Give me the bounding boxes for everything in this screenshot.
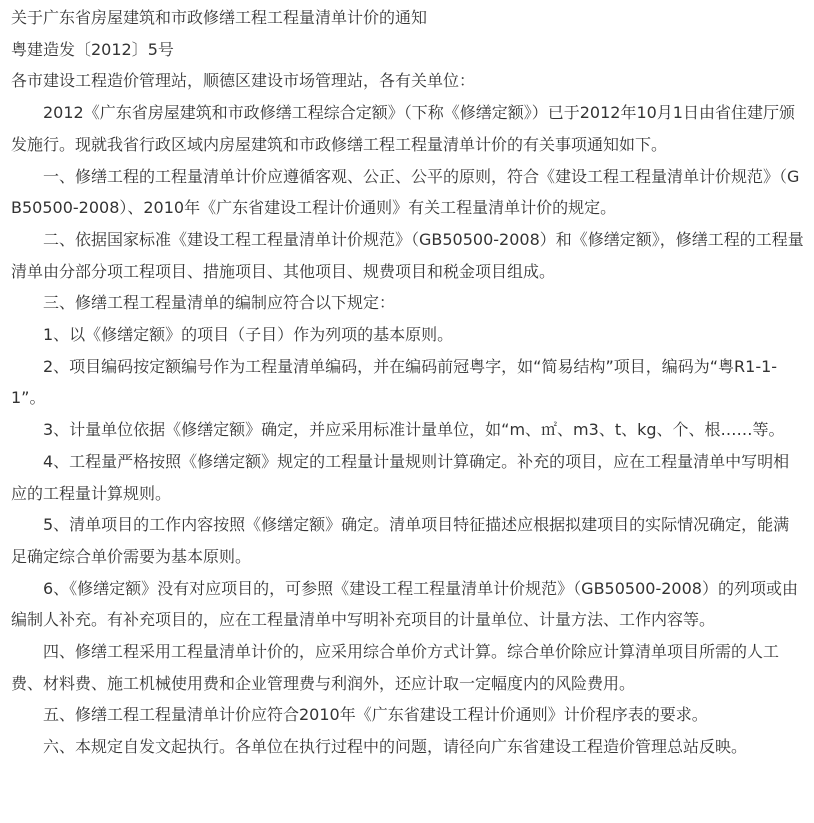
salutation: 各市建设工程造价管理站，顺德区建设市场管理站，各有关单位：	[11, 71, 476, 91]
paragraph-item-3: 3、计量单位依据《修缮定额》确定，并应采用标准计量单位，如“m、㎡、m3、t、kg、个、根……等。	[43, 420, 785, 440]
paragraph-section-3: 三、修缮工程工程量清单的编制应符合以下规定：	[43, 293, 396, 313]
paragraph-item-5: 5、清单项目的工作内容按照《修缮定额》确定。清单项目特征描述应根据拟建项目的实际情况确定，能满足确定综合单价需要为基本原则。	[11, 515, 790, 566]
paragraph-item-2: 2、项目编码按定额编号作为工程量清单编码，并在编码前冠粤字，如“简易结构”项目，编码为“粤R1-1-1”。	[11, 356, 778, 408]
paragraph-intro: 2012《广东省房屋建筑和市政修缮工程综合定额》（下称《修缮定额》）已于2012年10月1日由省住建厅颁发施行。现就我省行政区域内房屋建筑和市政修缮工程工程量清单计价的有关事项通知如下。	[11, 103, 795, 154]
paragraph-item-4: 4、工程量严格按照《修缮定额》规定的工程量计量规则计算确定。补充的项目，应在工程量清单中写明相应的工程量计算规则。	[11, 451, 790, 503]
paragraph-item-1: 1、以《修缮定额》的项目（子目）作为列项的基本原则。	[43, 325, 454, 345]
paragraph-section-2: 二、依据国家标准《建设工程工程量清单计价规范》（GB50500-2008）和《修缮定额》，修缮工程的工程量清单由分部分项工程项目、措施项目、其他项目、规费项目和税金项目组成。	[11, 229, 804, 281]
paragraph-section-1: 一、修缮工程的工程量清单计价应遵循客观、公正、公平的原则，符合《建设工程工程量清单计价规范》（GB50500-2008）、2010年《广东省建设工程计价通则》有关工程量清单计价的规定。	[11, 166, 800, 218]
paragraph-section-5: 五、修缮工程工程量清单计价应符合2010年《广东省建设工程计价通则》计价程序表的要求。	[43, 705, 708, 725]
paragraph-section-6: 六、本规定自发文起执行。各单位在执行过程中的问题，请径向广东省建设工程造价管理总站反映。	[43, 737, 748, 757]
paragraph-item-6: 6、《修缮定额》没有对应项目的，可参照《建设工程工程量清单计价规范》（GB50500-2008）的列项或由编制人补充。有补充项目的，应在工程量清单中写明补充项目的计量单位、计量方法、工作内容等。	[11, 578, 798, 630]
paragraph-section-4: 四、修缮工程采用工程量清单计价的，应采用综合单价方式计算。综合单价除应计算清单项目所需的人工费、材料费、施工机械使用费和企业管理费与利润外，还应计取一定幅度内的风险费用。	[11, 642, 780, 693]
document-number: 粤建造发〔2012〕5号	[11, 39, 174, 59]
document-title: 关于广东省房屋建筑和市政修缮工程工程量清单计价的通知	[11, 8, 428, 27]
